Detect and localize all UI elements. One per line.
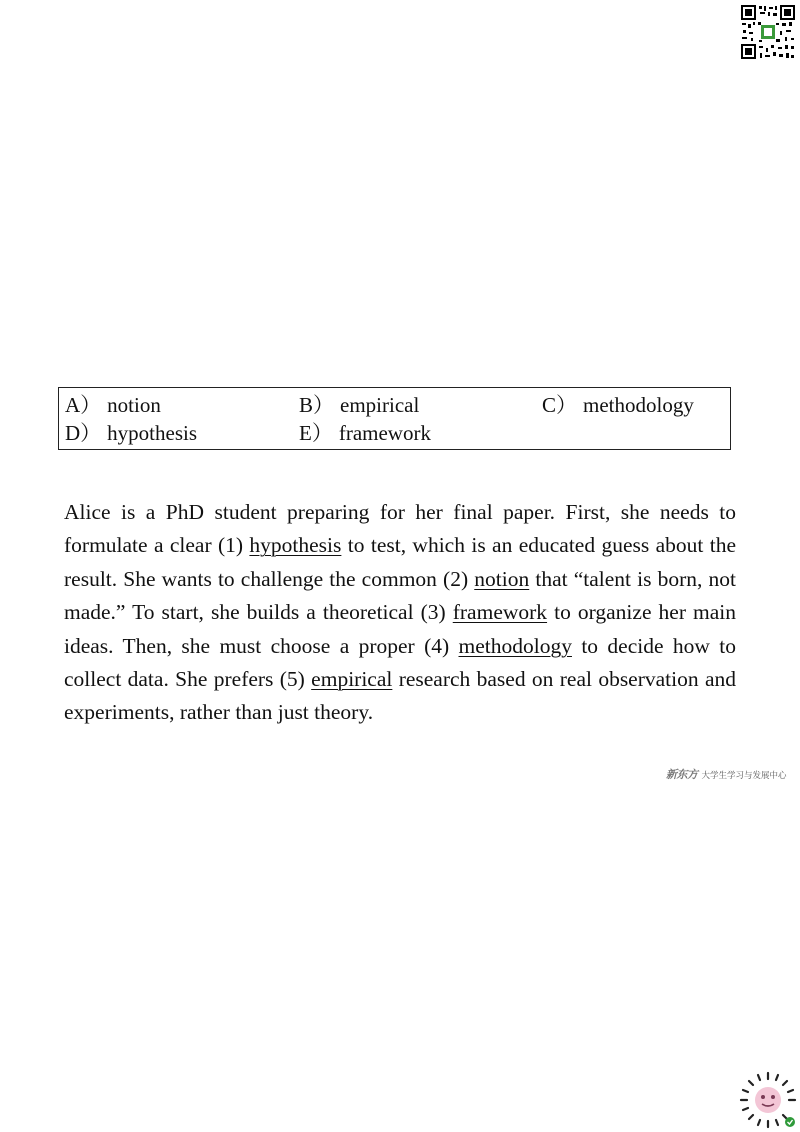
option-word: notion [107,393,161,417]
option-letter: D） [65,421,102,445]
answer-3: framework [452,600,548,625]
brand-logo: 新东方 [666,769,698,781]
option-letter: B） [299,393,335,417]
option-letter: E） [299,421,333,445]
passage [64,496,736,730]
option-e [299,419,431,447]
answer-4: methodology [458,633,572,658]
passage-text: that “talent is born, not made.” To start, she builds a theoretical (3) [64,566,737,625]
option-d [65,419,197,447]
passage-text: to organize her main ideas. Then, she must choose a proper (4) [64,600,737,658]
passage-text: Alice is a PhD student preparing for her final paper. First, she needs to formulate a clear (1) [64,500,736,558]
option-b [299,391,419,419]
qr-code [740,4,796,60]
option-word: methodology [583,393,694,417]
passage-text: research based on real observation and experiments, rather than just theory. [64,667,737,725]
answer-1: hypothesis [249,533,342,558]
option-word: empirical [340,393,420,417]
brand-text: 大学生学习与发展中心 [701,770,787,780]
word-bank-box [58,387,731,450]
option-word: framework [338,421,431,445]
option-word: hypothesis [107,421,198,445]
passage-paragraph [64,496,736,730]
option-a [65,391,161,419]
passage-text: to test, which is an educated guess about the result. She wants to challenge the common (2) [64,533,736,591]
answer-2: notion [474,566,530,591]
option-letter: C） [542,393,578,417]
mini-program-code-icon [738,1070,798,1130]
answer-5: empirical [311,667,393,692]
footer-brand [666,766,788,784]
option-letter: A） [65,393,102,417]
option-c [542,391,694,419]
passage-text: to decide how to collect data. She prefers (5) [64,633,736,692]
